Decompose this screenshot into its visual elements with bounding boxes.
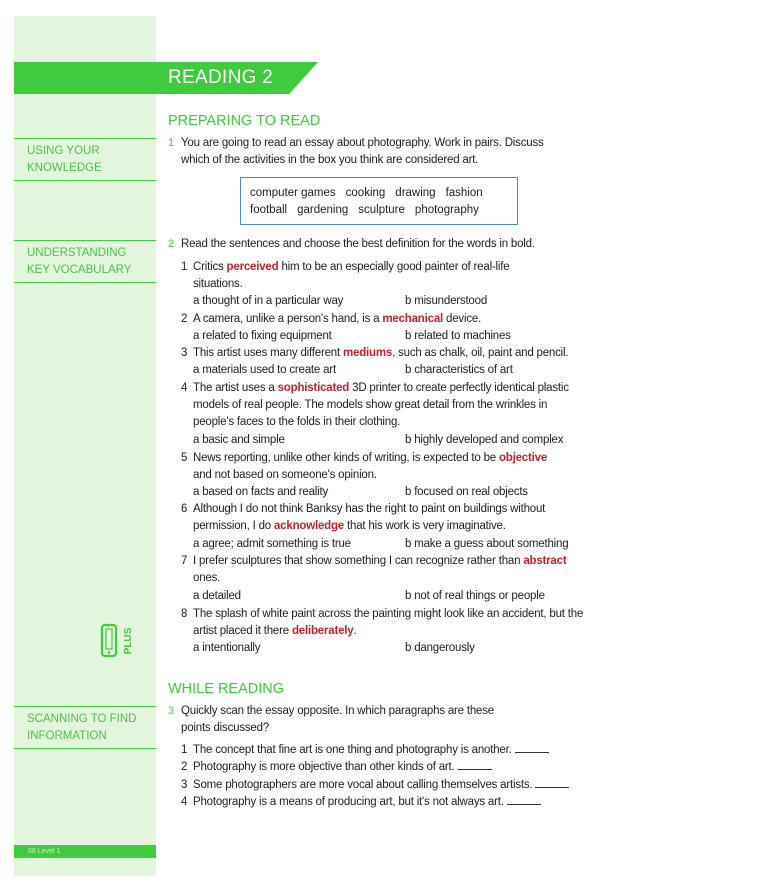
banner-bar <box>14 62 168 94</box>
vocab-item: 2 A camera, unlike a person's hand, is a mechanical device. <box>181 311 601 328</box>
word: football <box>250 204 288 216</box>
page-footer: 68 Level 1 <box>14 845 156 858</box>
plus-text: PLUS <box>123 627 134 655</box>
option-a: a basic and simple <box>193 434 285 446</box>
item-number: 5 <box>181 452 188 464</box>
exercise-1-number: 1 <box>168 137 175 149</box>
skill-label-using-knowledge: USING YOUR KNOWLEDGE <box>14 138 156 181</box>
word-box-row-1 <box>250 185 517 202</box>
section-title: READING 2 <box>168 67 274 88</box>
item-number: 1 <box>181 261 188 273</box>
skill-label-key-vocabulary: UNDERSTANDING KEY VOCABULARY <box>14 240 156 283</box>
item-number: 7 <box>181 555 188 567</box>
keyword: perceived <box>226 261 279 273</box>
exercise-2-instruction: Read the sentences and choose the best definition for the words in bold. <box>181 238 535 250</box>
option-b: b make a guess about something <box>405 538 569 550</box>
option-a: a thought of in a particular way <box>193 295 344 307</box>
heading-while-reading: WHILE READING <box>168 681 285 697</box>
item-number: 2 <box>181 761 188 773</box>
word: photography <box>414 204 479 216</box>
option-b: b characteristics of art <box>405 364 513 376</box>
answer-blank[interactable] <box>515 743 549 753</box>
keyword: mediums <box>342 347 393 359</box>
exercise-3-line-1: Quickly scan the essay opposite. In which paragraphs are these <box>181 705 494 717</box>
exercise-3-line-2: points discussed? <box>181 722 270 734</box>
vocab-item: 5 News reporting, unlike other kinds of writing, is expected to be objective and not based on someone's opinion. <box>181 452 548 481</box>
vocab-item: 1 Critics perceived him to be an especially good painter of real-life situations. <box>181 261 510 290</box>
exercise-1-line-2: which of the activities in the box you think are considered art. <box>181 154 479 166</box>
keyword: deliberately <box>291 625 354 637</box>
option-b: b related to machines <box>405 330 511 342</box>
exercise-1-line-1: You are going to read an essay about photography. Work in pairs. Discuss <box>181 137 544 149</box>
word: sculpture <box>358 204 405 216</box>
word: gardening <box>297 204 349 216</box>
vocab-item: 8 The splash of white paint across the painting might look like an accident, but the artist placed it there deliberately. <box>181 608 584 637</box>
item-number: 8 <box>181 608 188 620</box>
option-a: a based on facts and reality <box>193 486 329 498</box>
skill-label-scanning: SCANNING TO FIND INFORMATION <box>14 706 156 749</box>
item-number: 2 <box>181 313 188 325</box>
option-a: a detailed <box>193 590 241 602</box>
word-box-row-2 <box>250 202 517 219</box>
answer-blank[interactable] <box>458 760 492 770</box>
item-number: 4 <box>181 382 188 394</box>
option-b: b not of real things or people <box>405 590 545 602</box>
word: cooking <box>345 187 386 199</box>
phone-plus-icon <box>100 622 136 665</box>
option-a: a related to fixing equipment <box>193 330 332 342</box>
vocab-item: 7 I prefer sculptures that show something I can recognize rather than abstract ones. <box>181 555 567 584</box>
option-a: a intentionally <box>193 642 261 654</box>
keyword: acknowledge <box>273 520 345 532</box>
item-number: 1 <box>181 744 188 756</box>
vocab-item: 4 The artist uses a sophisticated 3D printer to create perfectly identical plastic models of real people. The models show great detail from the wrinkles in people's faces to the folds in their clothing. <box>181 382 569 428</box>
word-box <box>240 177 518 225</box>
scan-item: 3 Some photographers are more vocal about calling themselves artists. <box>181 777 601 794</box>
keyword: objective <box>498 452 548 464</box>
option-b: b dangerously <box>405 642 475 654</box>
word: drawing <box>395 187 436 199</box>
word: computer games <box>250 187 336 199</box>
option-a: a agree; admit something is true <box>193 538 351 550</box>
heading-preparing: PREPARING TO READ <box>168 113 321 129</box>
keyword: sophisticated <box>277 382 350 394</box>
keyword: abstract <box>523 555 567 567</box>
answer-blank[interactable] <box>535 778 569 788</box>
scan-item: 2 Photography is more objective than other kinds of art. <box>181 759 601 776</box>
item-number: 6 <box>181 503 188 515</box>
scan-item: 1 The concept that fine art is one thing and photography is another. <box>181 742 601 759</box>
scan-item: 4 Photography is a means of producing art, but it's not always art. <box>181 794 601 811</box>
option-a: a materials used to create art <box>193 364 336 376</box>
answer-blank[interactable] <box>507 795 541 805</box>
option-b: b highly developed and complex <box>405 434 564 446</box>
keyword: mechanical <box>382 313 444 325</box>
item-number: 3 <box>181 779 188 791</box>
exercise-2-number: 2 <box>168 238 175 250</box>
exercise-3-number: 3 <box>168 705 175 717</box>
vocab-item: 6 Although I do not think Banksy has the right to paint on buildings without permission, I do acknowledge that his work is very imaginative. <box>181 503 546 532</box>
option-b: b focused on real objects <box>405 486 528 498</box>
item-number: 3 <box>181 347 188 359</box>
word: fashion <box>445 187 483 199</box>
option-b: b misunderstood <box>405 295 488 307</box>
vocab-item: 3 This artist uses many different mediums, such as chalk, oil, paint and pencil. <box>181 345 601 362</box>
item-number: 4 <box>181 796 188 808</box>
